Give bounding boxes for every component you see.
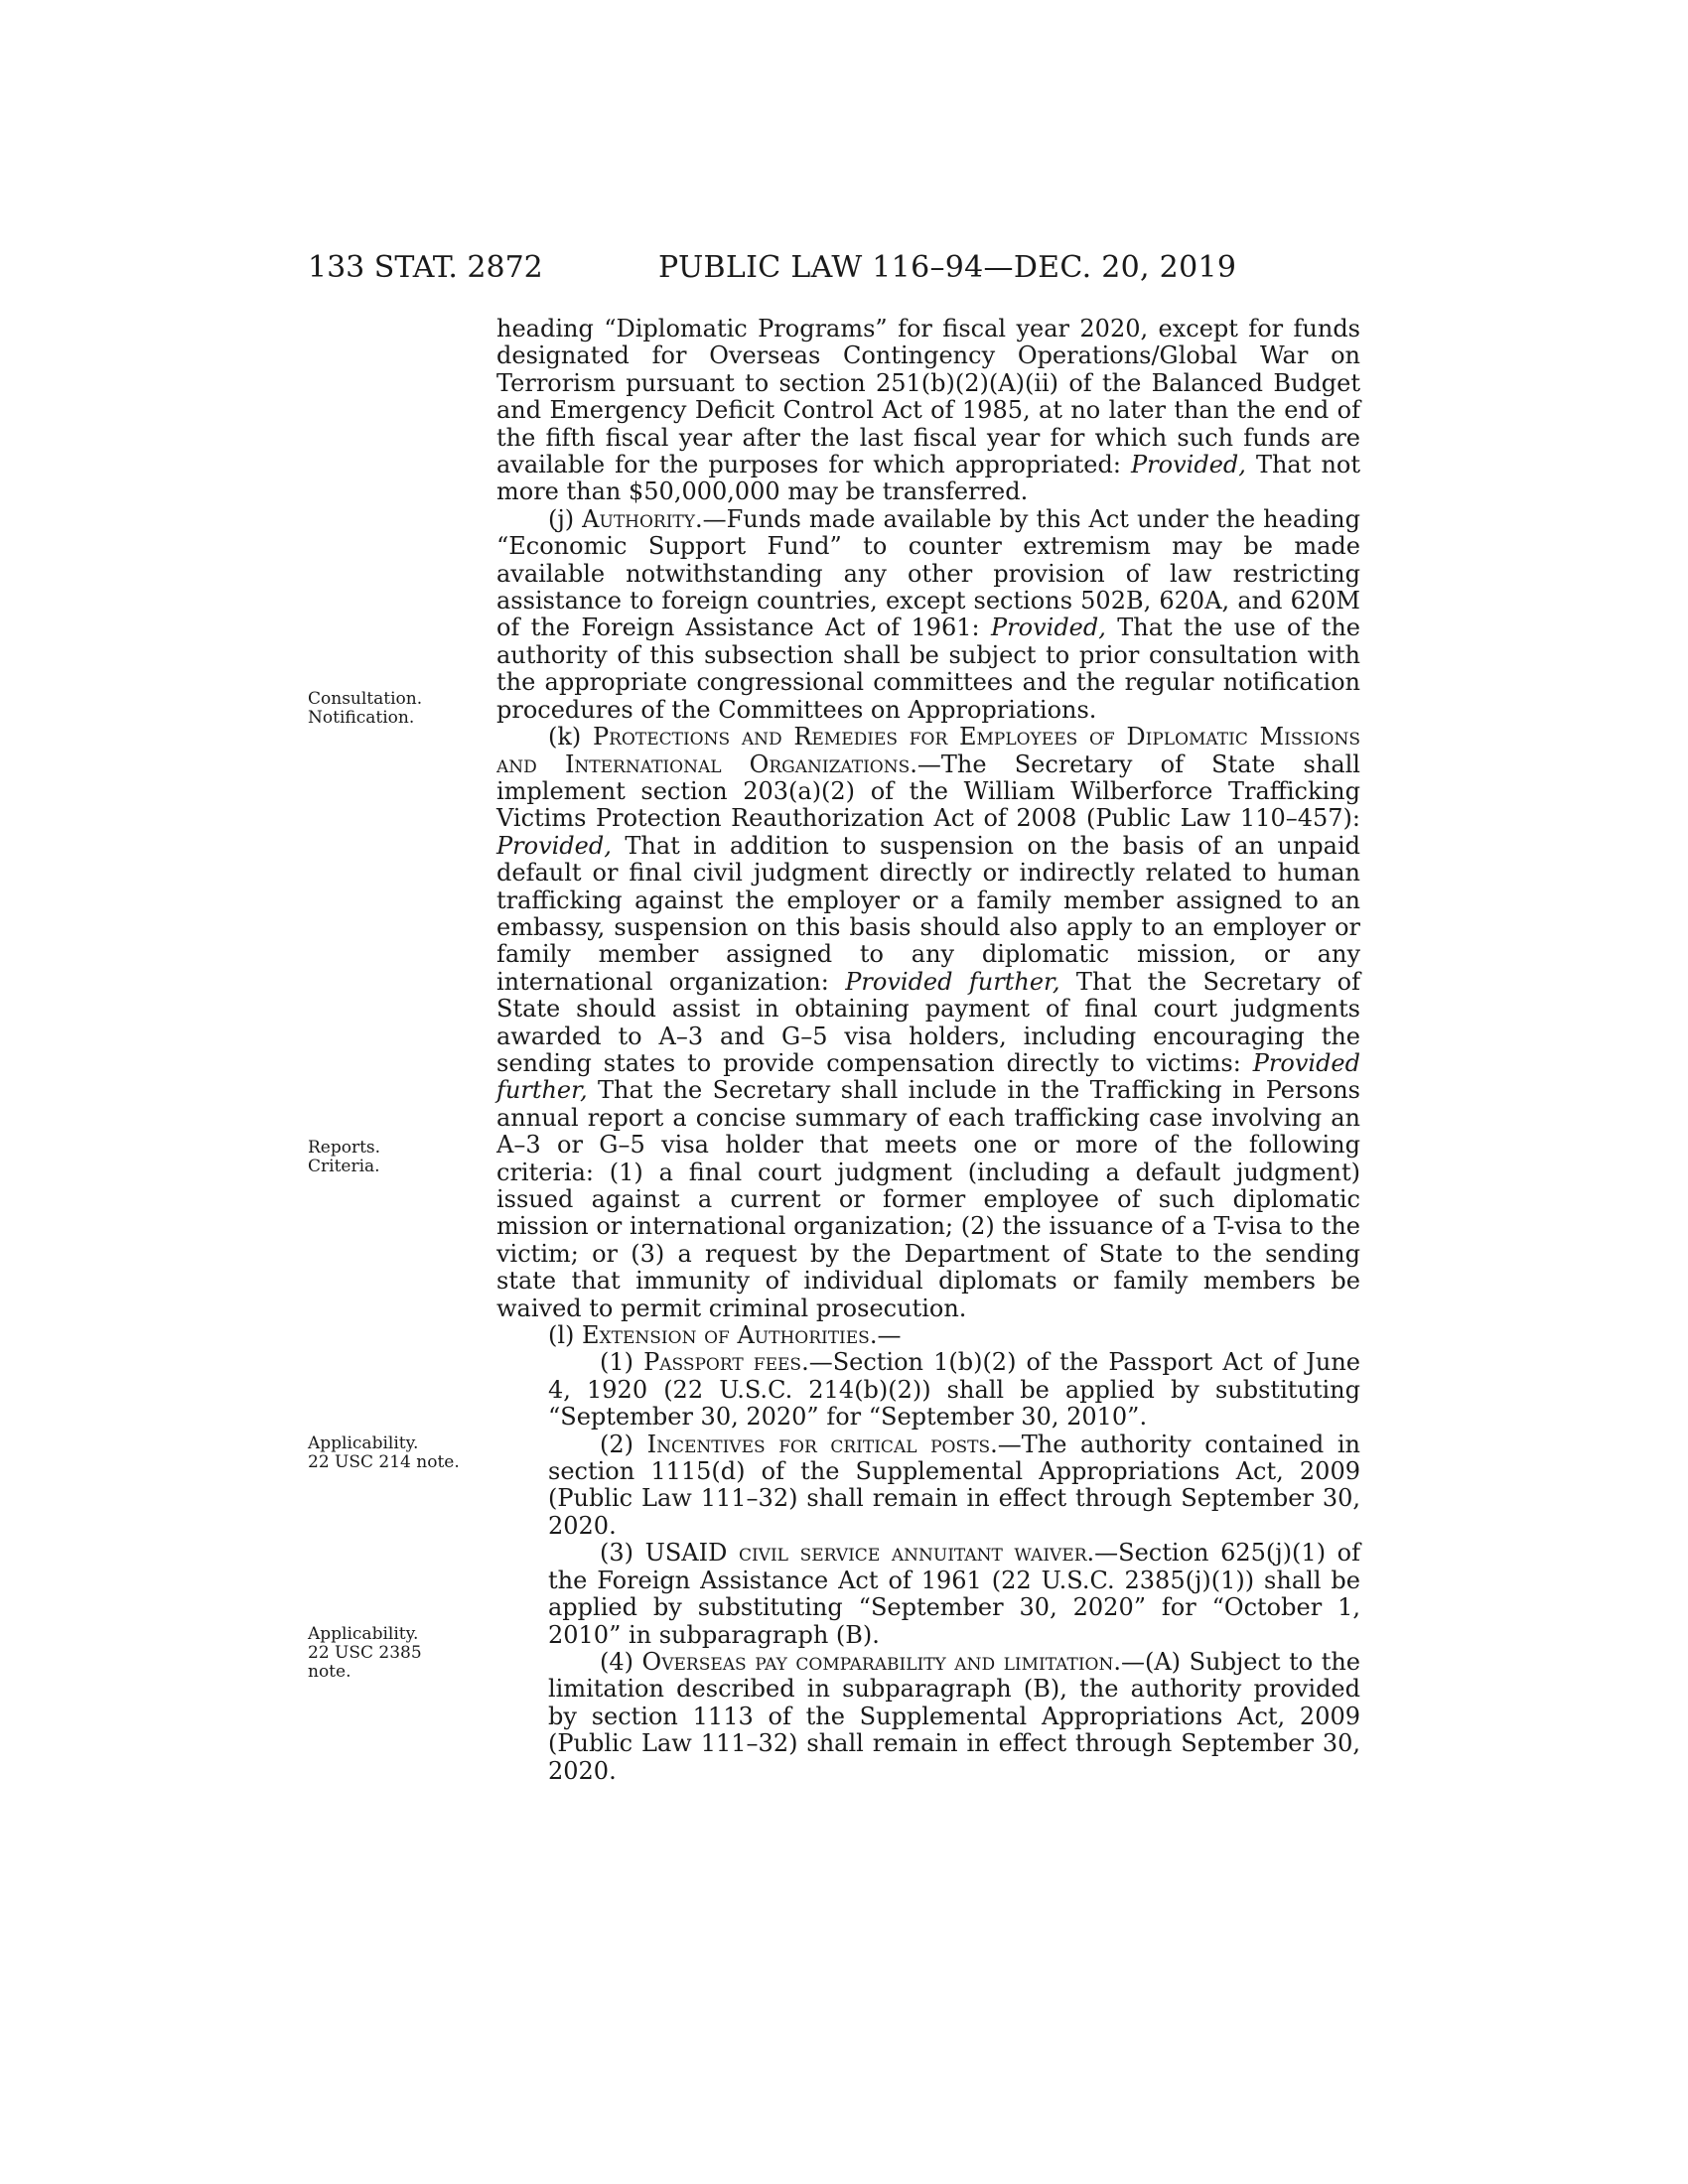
statute-body bbox=[496, 316, 1360, 1785]
paragraph-l1-passport-fees: (1) Passport fees.—Section 1(b)(2) of the Passport Act of June 4, 1920 (22 U.S.C. 214(b)(2)) shall be applied by substituting “September 30, 2020” for “September 30, 2010”. bbox=[548, 1348, 1360, 1432]
paragraph-diplomatic-programs: heading “Diplomatic Programs” for fiscal year 2020, except for funds designated for Overseas Contingency Operations/Global War on Terrorism pursuant to section 251(b)(2)(A)(ii) of the Balanced Budget and Emergency Deficit Control Act of 1985, at no later than the end of the fifth fiscal year after the last fiscal year for which such funds are available for the purposes for which appropriated: Provided, That not more than $50,000,000 may be transferred. bbox=[496, 315, 1361, 506]
margin-note-line: Criteria. bbox=[308, 1157, 380, 1176]
margin-note-line: Notification. bbox=[308, 708, 415, 728]
paragraph-l2-critical-posts: (2) Incentives for critical posts.—The authority contained in section 1115(d) of the Supplemental Appropriations Act, 2009 (Public Law 111–32) shall remain in effect through September 30, 2020. bbox=[548, 1430, 1360, 1540]
margin-note-line: Reports. bbox=[308, 1138, 381, 1158]
public-law-title: PUBLIC LAW 116–94—DEC. 20, 2019 bbox=[658, 250, 1237, 285]
margin-note-line: Applicability. bbox=[308, 1624, 419, 1644]
margin-note-line: Consultation. bbox=[308, 689, 423, 709]
paragraph-l4-overseas-pay: (4) Overseas pay comparability and limitation.—(A) Subject to the limitation described in subparagraph (B), the authority provided by section 1113 of the Supplemental Appropriations Act, 2009 (Public Law 111–32) shall remain in effect through September 30, 2020. bbox=[548, 1647, 1361, 1785]
margin-note-applicability-214 bbox=[308, 1434, 460, 1472]
statute-page-reference: 133 STAT. 2872 bbox=[308, 250, 543, 285]
page-header bbox=[0, 248, 1688, 288]
paragraph-l3-usaid-waiver: (3) USAID civil service annuitant waiver.—Section 625(j)(1) of the Foreign Assistance Act of 1961 (22 U.S.C. 2385(j)(1)) shall be applied by substituting “September 30, 2020” for “October 1, 2010” in subparagraph (B). bbox=[548, 1539, 1360, 1649]
margin-note-line: 22 USC 214 note. bbox=[308, 1452, 460, 1472]
subsection-l-extension: (l) Extension of Authorities.— bbox=[548, 1321, 902, 1350]
subsection-j-authority: (j) Authority.—Funds made available by this Act under the heading “Economic Support Fund” to counter extremism may be made available notwithstanding any other provision of law restricting assistance to foreign countries, except sections 502B, 620A, and 620M of the Foreign Assistance Act of 1961: Provided, That the use of the authority of this subsection shall be subject to prior consultation with the appropriate congressional committees and the regular notification procedures of the Committees on Appropriations. bbox=[496, 504, 1360, 724]
margin-note-applicability-2385 bbox=[308, 1625, 422, 1682]
margin-note-line: note. bbox=[308, 1662, 352, 1682]
margin-note-consultation bbox=[308, 690, 422, 728]
margin-note-reports bbox=[308, 1139, 380, 1176]
margin-note-line: Applicability. bbox=[308, 1433, 419, 1453]
margin-note-line: 22 USC 2385 bbox=[308, 1643, 422, 1663]
subsection-k-protections: (k) Protections and Remedies for Employees of Diplomatic Missions and International Organizations.—The Secretary of State shall implement section 203(a)(2) of the William Wilberforce Trafficking Victims Protection Reauthorization Act of 2008 (Public Law 110–457): Provided, That in addition to suspension on the basis of an unpaid default or final civil judgment directly or indirectly related to human trafficking against the employer or a family member assigned to an embassy, suspension on this basis should also apply to an employer or family member assigned to any diplomatic mission, or any international organization: Provided further, That the Secretary of State should assist in obtaining payment of final court judgments awarded to A–3 and G–5 visa holders, including encouraging the sending states to provide compensation directly to victims: Provided further, That the Secretary shall include in the Trafficking in Persons annual report a concise summary of each trafficking case involving an A–3 or G–5 visa holder that meets one or more of the following criteria: (1) a final court judgment (including a default judgment) issued against a current or former employee of such diplomatic mission or international organization; (2) the issuance of a T-visa to the victim; or (3) a request by the Department of State to the sending state that immunity of individual diplomats or family members be waived to permit criminal prosecution. bbox=[496, 723, 1360, 1322]
